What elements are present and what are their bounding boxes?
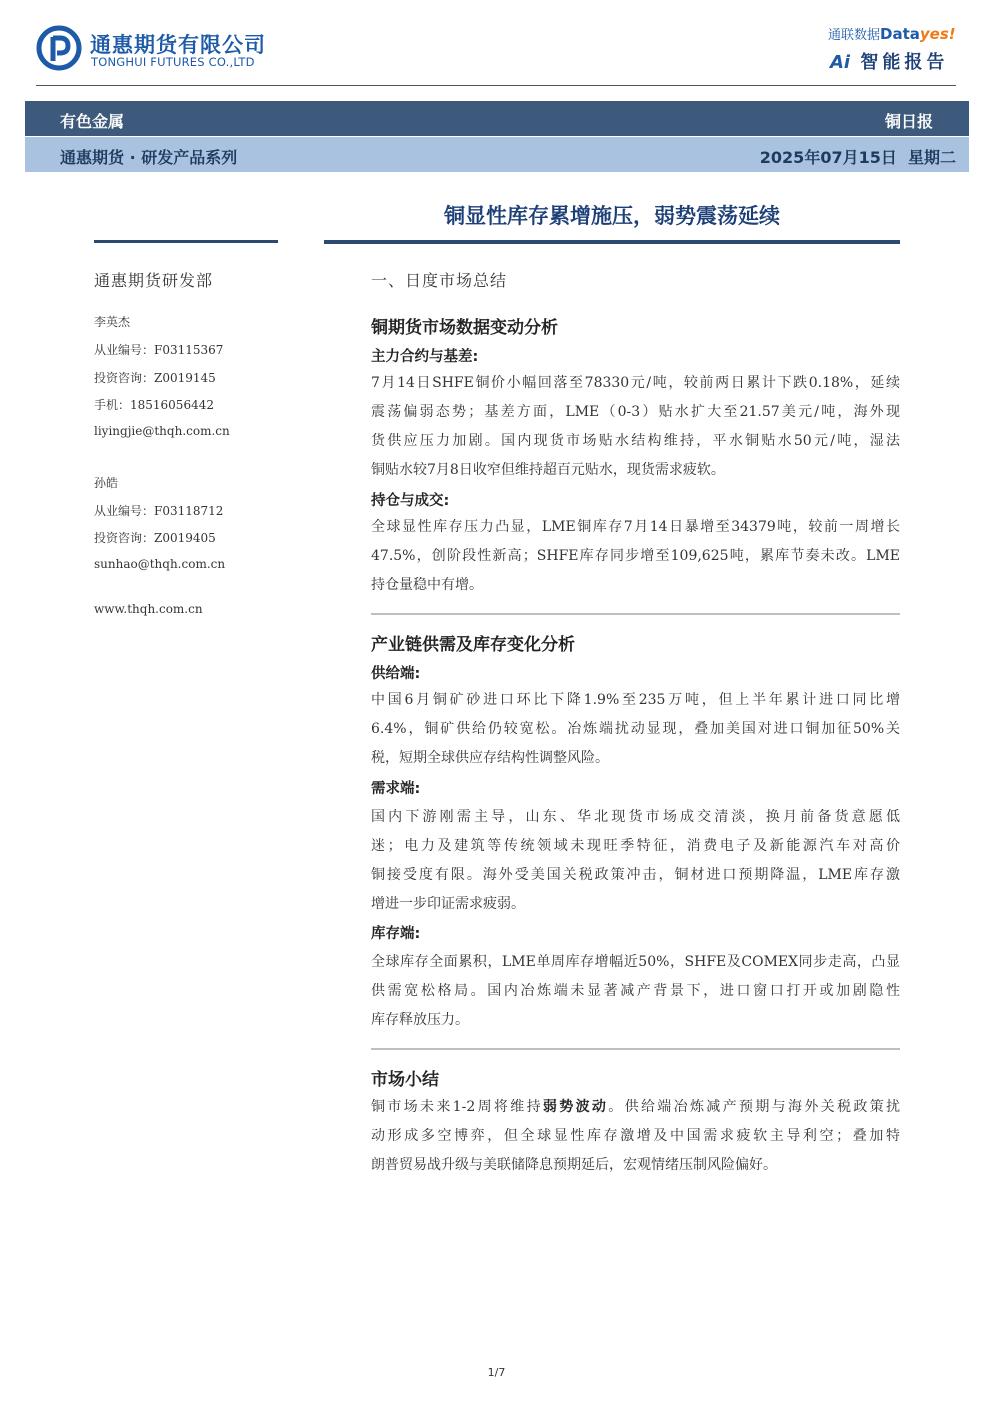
paragraph-label: 库存端: (371, 926, 421, 942)
analyst-advisory: 投资咨询：Z0019405 (94, 531, 216, 545)
ai-mark: Ai (830, 52, 851, 73)
website-link[interactable]: www.thqh.com.cn (94, 602, 203, 616)
report-date: 2025年07月15日 星期二 (759, 148, 956, 167)
analyst-name: 孙皓 (94, 476, 119, 490)
subsection-title: 市场小结 (371, 1070, 439, 1090)
paragraph-label: 供给端: (371, 666, 421, 682)
paragraph-label: 需求端: (371, 781, 421, 797)
title-rule (324, 240, 900, 244)
subsection-title: 产业链供需及库存变化分析 (371, 635, 575, 655)
datayes-yes: yes! (919, 25, 956, 43)
company-name-cn: 通惠期货有限公司 (90, 33, 266, 57)
paragraph: 全球显性库存压力凸显，LME铜库存7月14日暴增至34379吨，较前一周增长 47.5%，创阶段性新高；SHFE库存同步增至109,625吨，累库节奏未改。LME 持仓量稳中有增。 (371, 519, 900, 593)
paragraph-label: 主力合约与基差: (371, 349, 479, 365)
analyst-phone: 手机：18516056442 (94, 398, 214, 412)
page-title: 铜显性库存累增施压，弱势震荡延续 (444, 204, 780, 228)
paragraph: 国内下游刚需主导，山东、华北现货市场成交清淡，换月前备货意愿低 迷；电力及建筑等传统领域未现旺季特征，消费电子及新能源汽车对高价 铜接受度有限。海外受美国关税政策冲击，铜材进口预期降温，LME库存激 增进一步印证需求疲弱。 (371, 809, 900, 912)
analyst-email-link[interactable]: sunhao@thqh.com.cn (94, 557, 226, 571)
emphasis-text: 弱势波动 (542, 1099, 609, 1115)
analyst-advisory: 投资咨询：Z0019145 (94, 371, 216, 385)
analyst-license: 从业编号：F03115367 (94, 343, 224, 357)
analyst-name: 李英杰 (94, 315, 131, 329)
subsection-title: 铜期货市场数据变动分析 (371, 318, 558, 338)
paragraph: 铜市场未来1-2周将维持弱势波动。供给端冶炼减产预期与海外关税政策扰 动形成多空博弈，但全球显性库存激增及中国需求疲软主导利空；叠加特 朗普贸易战升级与美联储降息预期延后，宏观情绪压制风险偏好。 (371, 1099, 900, 1173)
paragraph: 全球库存全面累积，LME单周库存增幅近50%，SHFE及COMEX同步走高，凸显 供需宽松格局。国内冶炼端未显著减产背景下，进口窗口打开或加剧隐性 库存释放压力。 (371, 954, 900, 1028)
report-type-label: 铜日报 (884, 112, 933, 131)
datayes-data: Data (880, 25, 920, 43)
company-name-en: TONGHUI FUTURES CO.,LTD (91, 55, 255, 69)
series-label: 通惠期货 · 研发产品系列 (60, 148, 238, 167)
paragraph: 7月14日SHFE铜价小幅回落至78330元/吨，较前两日累计下跌0.18%，延续 震荡偏弱态势；基差方面，LME（0-3）贴水扩大至21.57美元/吨，海外现 货供应压力加剧。国内现货市场贴水结构维持，平水铜贴水50元/吨，湿法 铜贴水较7月8日收窄但维持超百元贴水，现货需求疲软。 (371, 375, 900, 478)
category-label: 有色金属 (60, 112, 125, 131)
section-divider (371, 1048, 900, 1050)
header-rule (36, 85, 956, 86)
analyst-license: 从业编号：F03118712 (94, 504, 224, 518)
datayes-logo (828, 24, 956, 43)
paragraph: 中国6月铜矿砂进口环比下降1.9%至235万吨，但上半年累计进口同比增 6.4%，铜矿供给仍较宽松。冶炼端扰动显现，叠加美国对进口铜加征50%关 税，短期全球供应存结构性调整风险。 (371, 692, 900, 766)
ai-report-logo (830, 48, 948, 74)
sidebar-rule (94, 240, 278, 243)
page-number: 1/7 (487, 1366, 506, 1379)
analyst-email-link[interactable]: liyingjie@thqh.com.cn (94, 424, 230, 438)
datayes-prefix: 通联数据 (828, 28, 881, 43)
dept-name: 通惠期货研发部 (94, 271, 214, 290)
paragraph-label: 持仓与成交: (371, 493, 450, 509)
section-divider (371, 613, 900, 615)
ai-report-text: 智能报告 (860, 52, 949, 73)
section-heading: 一、日度市场总结 (371, 271, 508, 290)
category-band (25, 101, 969, 136)
company-logo-icon (36, 25, 82, 71)
